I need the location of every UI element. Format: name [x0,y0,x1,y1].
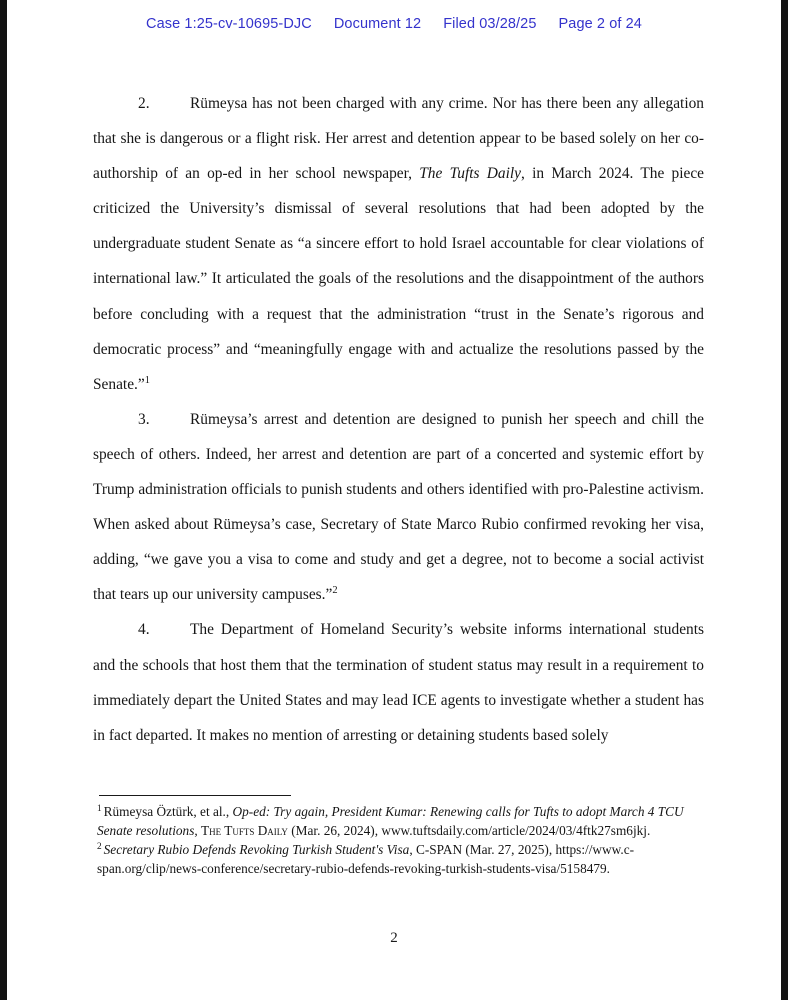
footnote-number: 2 [97,841,102,852]
numbered-paragraph [93,612,704,752]
ecf-case-number: Case 1:25-cv-10695-DJC [146,16,312,32]
footnote-number: 1 [97,803,102,814]
text-run: The Department of Homeland Security’s website informs international students and the schools that host them that the termination of student status may result in a requirement to immediately depart the United States and may lead ICE agents to investigate whether a student has in fact departed. It makes no mention of arresting or detaining students based solely [93,621,704,744]
paragraph-number: 2. [138,95,150,112]
body-text [93,86,704,753]
page-number-footer: 2 [390,930,398,946]
footnote-reference-mark: 2 [332,585,338,597]
paragraph-number: 4. [138,621,150,639]
text-run: Rümeysa’s arrest and detention are designed to punish her speech and chill the speech of others. Indeed, her arrest and detention are part of a concerted and systemic effort by Trump administration officials to punish students and others identified with pro-Palestine activism. When asked about Rümeysa’s case, Secretary of State Marco Rubio confirmed revoking her visa, adding, “we gave you a visa to come and study and get a degree, not to become a social activist that tears up our university campuses.” [93,410,704,604]
italic-text: The Tufts Daily [419,165,521,183]
footnote [97,841,705,878]
text-run: , in March 2024. The piece criticized the University’s dismissal of several resolutions that had been adopted by the undergraduate student Senate as “a sincere effort to hold Israel accountable for clear violations of international law.” It articulated the goals of the resolutions and the disappointment of the authors before concluding with a request that the administration “trust in the Senate’s rigorous and democratic process” and “meaningfully engage with and actualize the resolutions passed by the Senate.” [93,165,705,393]
footnote-separator-rule [99,795,291,796]
page-content-area [7,0,781,1000]
text-run: , C-SPAN (Mar. 27, 2025), https://www.c-span.org/clip/news-conference/secretary-rubio-defends-revoking-turkish-students-visa/5158479. [97,842,635,876]
text-run: Rümeysa has not been charged with any crime. Nor has there been any allegation that she is dangerous or a flight risk. Her arrest and detention appear to be based solely on her co-authorship of an op-ed in her school newspaper, [93,95,704,183]
footnote [97,803,705,840]
text-run: Rümeysa Öztürk, et al., [103,804,233,819]
numbered-paragraph [93,86,704,402]
ecf-stamp-header [7,16,781,32]
ecf-page-of: Page 2 of 24 [558,16,642,32]
footnote-section [97,795,705,878]
italic-text: Secretary Rubio Defends Revoking Turkish Student's Visa [103,842,410,858]
numbered-paragraph [93,402,704,613]
text-run: , [194,822,202,838]
small-caps-text: The Tufts Daily [201,822,288,838]
paragraph-number: 3. [138,410,150,428]
ecf-document-number: Document 12 [333,16,422,32]
ecf-filed-date: Filed 03/28/25 [443,16,537,32]
footnote-reference-mark: 1 [144,374,150,386]
italic-text: Op-ed: Try again, President Kumar: Renewing calls for Tufts to adopt March 4 TCU Senate resolutions [97,804,684,838]
text-run: (Mar. 26, 2024), www.tuftsdaily.com/article/2024/03/4ftk27sm6jkj. [287,822,651,838]
